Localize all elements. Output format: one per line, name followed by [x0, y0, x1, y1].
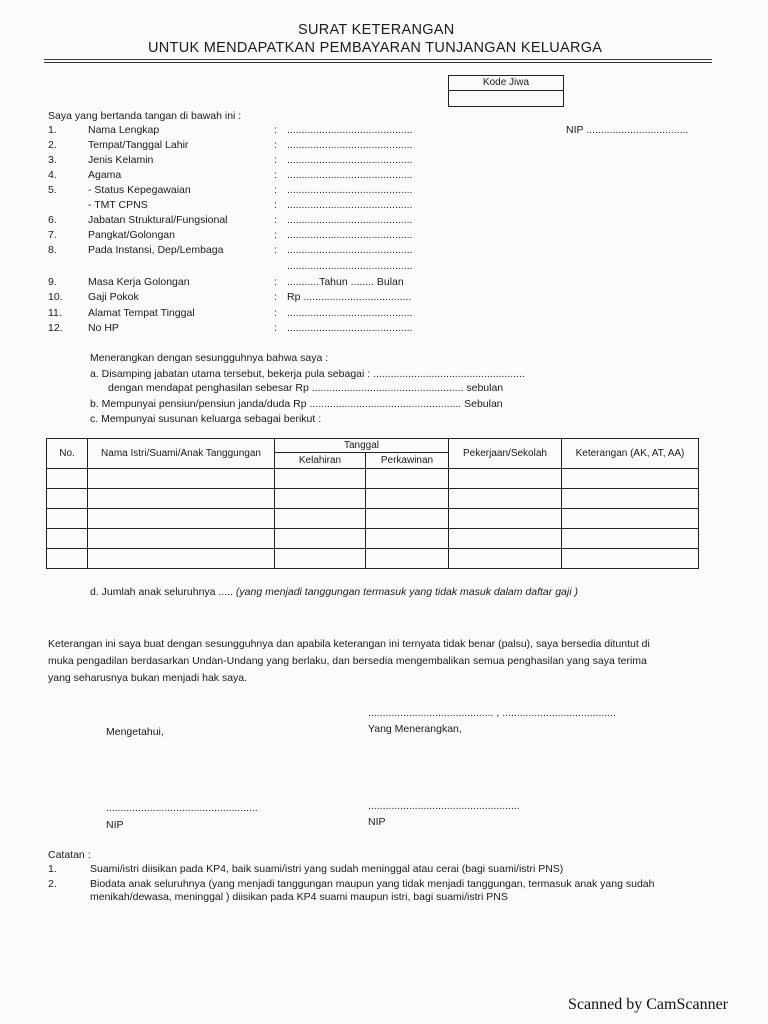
table-cell[interactable] [275, 549, 366, 569]
table-cell[interactable] [449, 509, 562, 529]
field-colon: : [274, 169, 277, 181]
field-label: Agama [88, 169, 122, 181]
field-colon: : [274, 214, 277, 226]
field-label: Nama Lengkap [88, 124, 160, 136]
field-label: Alamat Tempat Tinggal [88, 307, 195, 319]
right-signature-line[interactable]: .................................................... [368, 800, 520, 812]
field-label: Jenis Kelamin [88, 154, 154, 166]
catatan-text: Suami/istri diisikan pada KP4, baik suami/istri yang sudah meninggal atau cerai (bagi suami/istri PNS) [90, 863, 564, 875]
table-cell[interactable] [47, 489, 88, 509]
field-number: 3. [48, 154, 57, 166]
table-cell[interactable] [366, 549, 449, 569]
catatan-title: Catatan : [48, 849, 91, 861]
table-cell[interactable] [366, 469, 449, 489]
table-cell[interactable] [449, 529, 562, 549]
field-colon: : [274, 244, 277, 256]
table-cell[interactable] [88, 469, 275, 489]
kode-jiwa-box[interactable] [448, 75, 564, 107]
col-header-kelahiran: Kelahiran [275, 453, 366, 469]
field-value[interactable]: ........................................... [287, 229, 413, 241]
table-cell[interactable] [562, 489, 699, 509]
field-number: 2. [48, 139, 57, 151]
table-cell[interactable] [449, 469, 562, 489]
statement-c: c. Mempunyai susunan keluarga sebagai berikut : [90, 413, 322, 425]
table-cell[interactable] [562, 529, 699, 549]
declaration-line-3: yang seharusnya bukan menjadi hak saya. [48, 672, 248, 684]
item-d-note: (yang menjadi tanggungan termasuk yang tidak masuk dalam daftar gaji ) [235, 586, 578, 598]
field-colon: : [274, 276, 277, 288]
table-cell[interactable] [275, 509, 366, 529]
field-number: 12. [48, 322, 63, 334]
field-value[interactable]: ........................................... [287, 124, 413, 136]
field-value[interactable]: ........................................... [287, 244, 413, 256]
field-label: Tempat/Tanggal Lahir [88, 139, 189, 151]
field-number: 9. [48, 276, 57, 288]
field-value[interactable]: ........................................... [287, 139, 413, 151]
field-colon: : [274, 139, 277, 151]
left-nip-label: NIP [106, 819, 124, 831]
right-nip-label: NIP [368, 816, 386, 828]
table-cell[interactable] [47, 509, 88, 529]
table-cell[interactable] [88, 549, 275, 569]
header-rule-top [44, 59, 712, 60]
field-value[interactable]: Rp ..................................... [287, 291, 412, 303]
field-label: No HP [88, 322, 119, 334]
field-number: 4. [48, 169, 57, 181]
field-colon: : [274, 199, 277, 211]
field-number: 5. [48, 184, 57, 196]
document-title: SURAT KETERANGAN [298, 22, 455, 38]
field-number: 8. [48, 244, 57, 256]
document-subtitle: UNTUK MENDAPATKAN PEMBAYARAN TUNJANGAN KELUARGA [148, 40, 603, 56]
field-number: 7. [48, 229, 57, 241]
yang-menerangkan-label: Yang Menerangkan, [368, 723, 462, 735]
family-table [46, 438, 699, 569]
camscanner-watermark: Scanned by CamScanner [568, 996, 728, 1013]
field-value[interactable]: ........................................... [287, 214, 413, 226]
item-d-prefix: d. Jumlah anak seluruhnya ..... [90, 586, 236, 598]
field-value[interactable]: ........................................... [287, 322, 413, 334]
nip-field-top[interactable]: NIP ................................... [566, 124, 689, 136]
table-cell[interactable] [449, 489, 562, 509]
item-d[interactable] [90, 586, 578, 598]
table-cell[interactable] [47, 549, 88, 569]
field-colon: : [274, 322, 277, 334]
table-cell[interactable] [88, 529, 275, 549]
table-cell[interactable] [366, 489, 449, 509]
field-label: Jabatan Struktural/Fungsional [88, 214, 228, 226]
field-colon: : [274, 291, 277, 303]
field-value[interactable]: ........................................... [287, 169, 413, 181]
statement-a-line1[interactable]: a. Disamping jabatan utama tersebut, bekerja pula sebagai : .................................................... [90, 368, 525, 380]
statement-a-line2[interactable]: dengan mendapat penghasilan sebesar Rp .................................................... sebulan [108, 382, 504, 394]
table-row [47, 469, 699, 489]
table-cell[interactable] [562, 549, 699, 569]
field-number: 1. [48, 124, 57, 136]
field-number: 10. [48, 291, 63, 303]
table-cell[interactable] [275, 469, 366, 489]
field-colon: : [274, 229, 277, 241]
table-cell[interactable] [366, 509, 449, 529]
field-colon: : [274, 124, 277, 136]
field-value[interactable]: ...........Tahun ........ Bulan [287, 276, 404, 288]
field-label: Pada Instansi, Dep/Lembaga [88, 244, 224, 256]
field-colon: : [274, 154, 277, 166]
col-header-perkawinan: Perkawinan [366, 453, 449, 469]
table-cell[interactable] [88, 489, 275, 509]
table-cell[interactable] [562, 469, 699, 489]
field-number: 11. [48, 307, 62, 319]
table-row [47, 529, 699, 549]
field-number: 6. [48, 214, 57, 226]
field-value[interactable]: ........................................... [287, 260, 413, 272]
mengetahui-label: Mengetahui, [106, 726, 164, 738]
field-label: - TMT CPNS [88, 199, 148, 211]
field-value[interactable]: ........................................... [287, 307, 413, 319]
place-date-field[interactable]: ........................................... , ....................................... [368, 707, 616, 719]
catatan-number: 2. [48, 878, 57, 890]
field-label: Masa Kerja Golongan [88, 276, 190, 288]
kode-jiwa-label: Kode Jiwa [449, 76, 563, 91]
field-colon: : [274, 184, 277, 196]
field-colon: : [274, 307, 277, 319]
field-value[interactable]: ........................................... [287, 184, 413, 196]
statement-intro: Menerangkan dengan sesungguhnya bahwa saya : [90, 352, 329, 364]
catatan-text: Biodata anak seluruhnya (yang menjadi tanggungan maupun yang tidak menjadi tanggungan, termasuk anak yang sudah [90, 878, 655, 890]
col-header-no: No. [47, 439, 88, 469]
field-value[interactable]: ........................................... [287, 154, 413, 166]
left-signature-line[interactable]: .................................................... [106, 802, 258, 814]
table-row [47, 549, 699, 569]
header-rule-bottom [44, 62, 712, 63]
table-cell[interactable] [47, 469, 88, 489]
statement-b[interactable]: b. Mempunyai pensiun/pensiun janda/duda Rp .................................................... Sebulan [90, 398, 503, 410]
table-cell[interactable] [88, 509, 275, 529]
field-label: - Status Kepegawaian [88, 184, 191, 196]
table-cell[interactable] [449, 549, 562, 569]
declaration-line-2: muka pengadilan berdasarkan Undan-Undang yang berlaku, dan bersedia mengembalikan semua penghasilan yang saya terima [48, 655, 647, 667]
table-cell[interactable] [562, 509, 699, 529]
table-cell[interactable] [47, 529, 88, 549]
col-header-tanggal: Tanggal [275, 439, 449, 453]
col-header-nama: Nama Istri/Suami/Anak Tanggungan [88, 439, 275, 469]
field-label: Gaji Pokok [88, 291, 139, 303]
catatan-number: 1. [48, 863, 57, 875]
table-cell[interactable] [366, 529, 449, 549]
table-row [47, 509, 699, 529]
catatan-text: menikah/dewasa, meninggal ) diisikan pada KP4 suami maupun istri, bagi suami/istri PNS [90, 891, 508, 903]
field-value[interactable]: ........................................... [287, 199, 413, 211]
col-header-pekerjaan: Pekerjaan/Sekolah [449, 439, 562, 469]
declaration-line-1: Keterangan ini saya buat dengan sesungguhnya dan apabila keterangan ini ternyata tidak benar (palsu), saya bersedia dituntut di [48, 638, 650, 650]
intro-text: Saya yang bertanda tangan di bawah ini : [48, 110, 242, 122]
field-label: Pangkat/Golongan [88, 229, 175, 241]
table-row [47, 489, 699, 509]
table-cell[interactable] [275, 489, 366, 509]
table-cell[interactable] [275, 529, 366, 549]
col-header-keterangan: Keterangan (AK, AT, AA) [562, 439, 699, 469]
